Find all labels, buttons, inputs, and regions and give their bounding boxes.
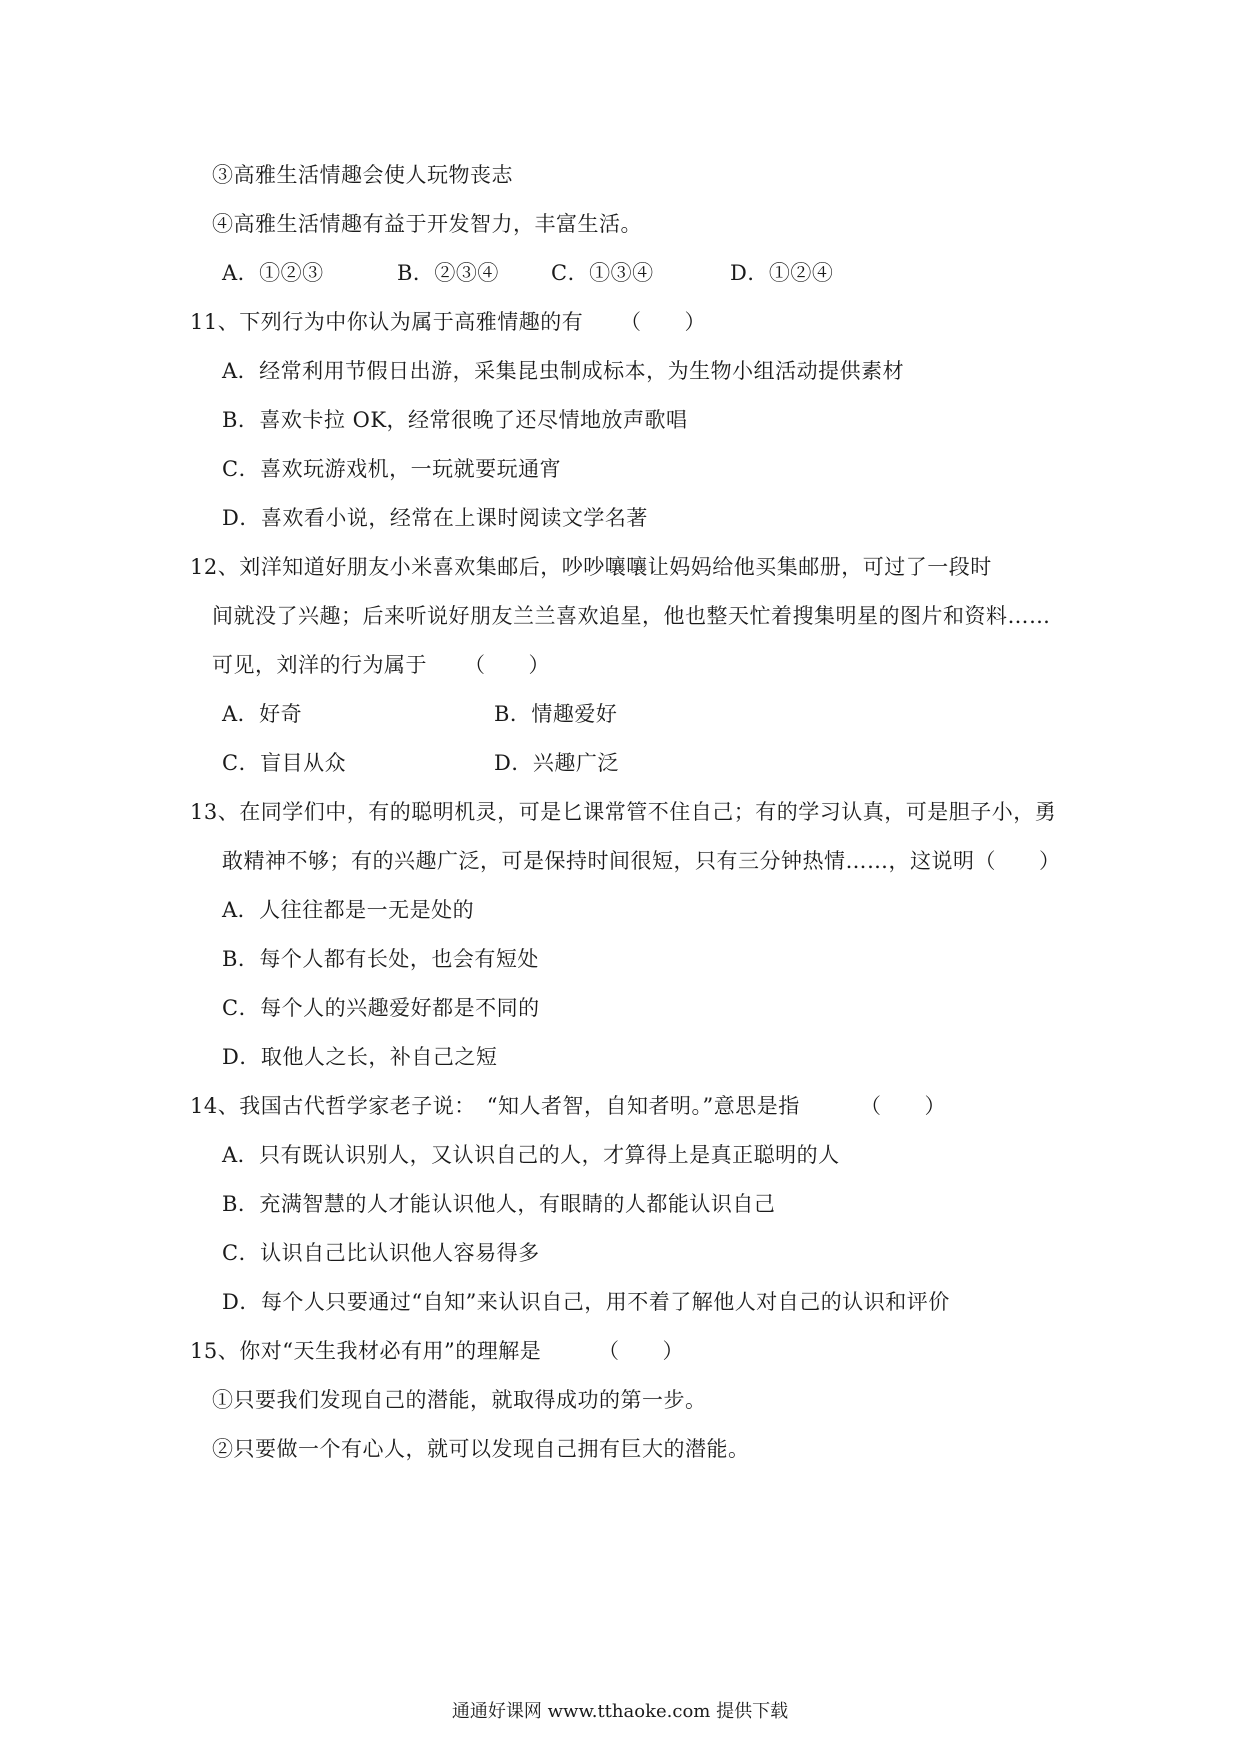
q14-stem: 14、我国古代哲学家老子说： “知人者智，自知者明。”意思是指 <box>190 1094 800 1118</box>
q10-options <box>222 258 922 288</box>
q14-option-b: B．充满智慧的人才能认识他人，有眼睛的人都能认识自己 <box>222 1192 776 1216</box>
q10-option-a: A．①②③ <box>222 261 324 285</box>
q12-options-row-1 <box>222 699 822 729</box>
q12-option-a: A．好奇 <box>222 702 303 726</box>
q13-option-a: A．人往往都是一无是处的 <box>222 898 475 922</box>
q12-options-row-2 <box>222 748 822 778</box>
q11-option-d: D．喜欢看小说，经常在上课时阅读文学名著 <box>222 506 648 530</box>
q13-option-d: D．取他人之长，补自己之短 <box>222 1045 498 1069</box>
q12-stem-line-2: 间就没了兴趣；后来听说好朋友兰兰喜欢追星，他也整天忙着搜集明星的图片和资料…… <box>212 604 1051 628</box>
q13-option-b: B．每个人都有长处，也会有短处 <box>222 947 539 971</box>
q13-option-c: C．每个人的兴趣爱好都是不同的 <box>222 996 540 1020</box>
q10-option-b: B．②③④ <box>397 261 499 285</box>
q12-answer-blank: （ ） <box>464 653 550 677</box>
q11-stem: 11、下列行为中你认为属于高雅情趣的有 <box>190 310 584 334</box>
q10-item-3: ③高雅生活情趣会使人玩物丧志 <box>212 163 513 187</box>
q11-option-a: A．经常利用节假日出游，采集昆虫制成标本，为生物小组活动提供素材 <box>222 359 905 383</box>
page-footer: 通通好课网 www.tthaoke.com 提供下载 <box>451 1701 789 1722</box>
q14-option-d: D．每个人只要通过“自知”来认识自己，用不着了解他人对自己的认识和评价 <box>222 1290 950 1314</box>
q12-option-d: D．兴趣广泛 <box>494 751 619 775</box>
q10-option-c: C．①③④ <box>551 261 654 285</box>
q12-stem-line-1: 12、刘洋知道好朋友小米喜欢集邮后，吵吵嚷嚷让妈妈给他买集邮册，可过了一段时 <box>190 555 992 579</box>
q13-stem-line-2: 敢精神不够；有的兴趣广泛，可是保持时间很短，只有三分钟热情……，这说明（ ） <box>222 849 1061 873</box>
q11-option-c: C．喜欢玩游戏机，一玩就要玩通宵 <box>222 457 562 481</box>
q12-option-c: C．盲目从众 <box>222 751 347 775</box>
q13-stem-line-1: 13、在同学们中，有的聪明机灵，可是匕课常管不住自己；有的学习认真，可是胆子小，勇 <box>190 800 1057 824</box>
q10-item-4: ④高雅生活情趣有益于开发智力，丰富生活。 <box>212 212 642 236</box>
q12-option-b: B．情趣爱好 <box>494 702 618 726</box>
q11-option-b: B．喜欢卡拉 OK，经常很晚了还尽情地放声歌唱 <box>222 408 688 432</box>
q15-stem: 15、你对“天生我材必有用”的理解是 <box>190 1339 542 1363</box>
q15-item-1: ①只要我们发现自己的潜能，就取得成功的第一步。 <box>212 1388 707 1412</box>
q15-answer-blank: （ ） <box>598 1339 684 1363</box>
q15-item-2: ②只要做一个有心人，就可以发现自己拥有巨大的潜能。 <box>212 1437 750 1461</box>
q14-answer-blank: （ ） <box>860 1094 946 1118</box>
q12-stem-line-3: 可见，刘洋的行为属于 <box>212 653 427 677</box>
q14-option-a: A．只有既认识别人，又认识自己的人，才算得上是真正聪明的人 <box>222 1143 840 1167</box>
q14-option-c: C．认识自己比认识他人容易得多 <box>222 1241 540 1265</box>
q11-answer-blank: （ ） <box>620 310 706 334</box>
q10-option-d: D．①②④ <box>730 261 834 285</box>
